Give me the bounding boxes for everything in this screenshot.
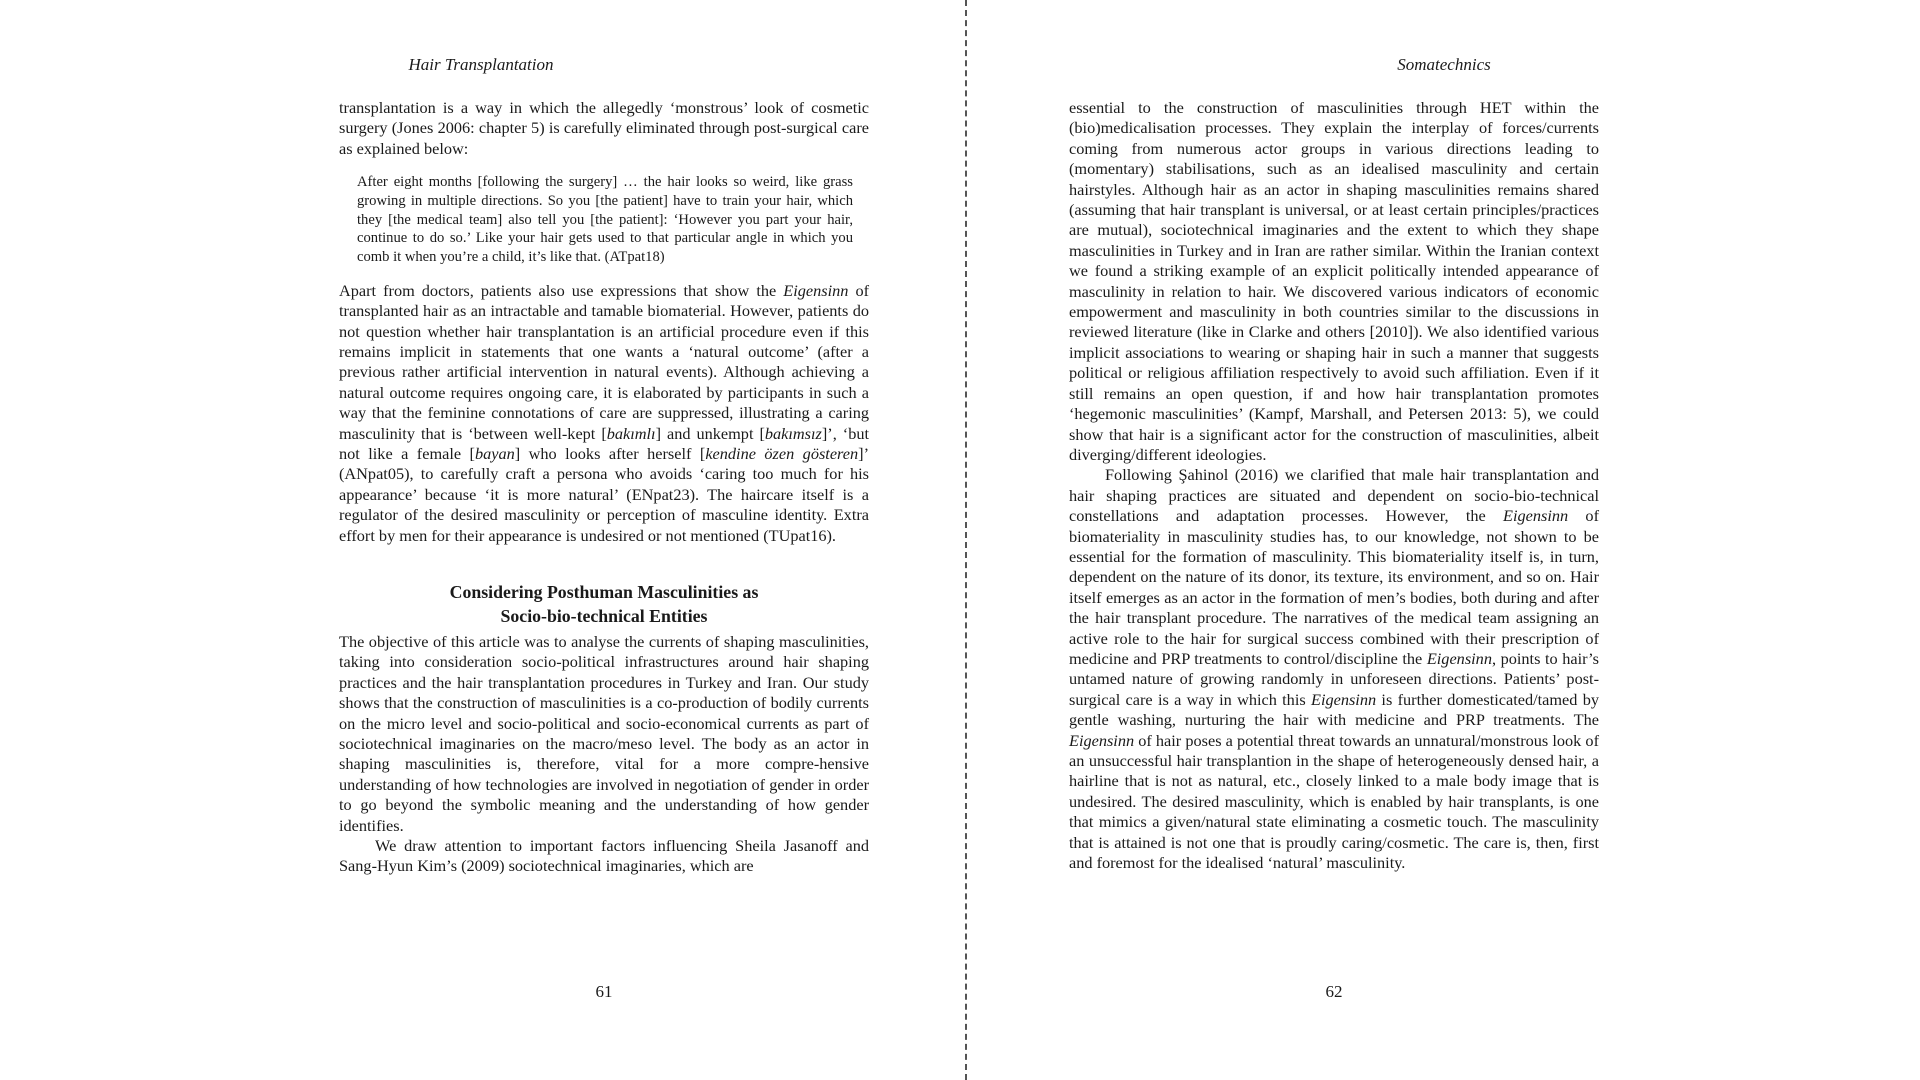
page-divider <box>965 0 967 1080</box>
paragraph: We draw attention to important factors influencing Sheila Jasanoff and Sang-Hyun Kim’s (2009) sociotechnical imaginaries, which are <box>339 836 869 876</box>
text-column-left <box>339 98 869 877</box>
right-page <box>968 0 1920 1080</box>
paragraph: The objective of this article was to analyse the currents of shaping masculinities, taking into consideration socio-political infrastructures around hair shaping practices and the hair transplantation procedures in Turkey and Iran. Our study shows that the construction of masculinities is a co-production of bodily currents on the micro level and socio-political and socio-economical currents as part of sociotechnical imaginaries on the macro/meso level. The body as an actor in shaping masculinities is, therefore, vital for a more compre-hensive understanding of how technologies are involved in negotiation of gender in order to go beyond the symbolic meaning and the understanding of how gender identifies. <box>339 632 869 835</box>
paragraph: Apart from doctors, patients also use expressions that show the Eigensinn of transplanted hair as an intractable and tamable biomaterial. However, patients do not question whether hair transplantation is an artificial procedure even if this remains implicit in statements that one wants a ‘natural outcome’ (after a previous rather artificial intervention in natural events). Although achieving a natural outcome requires ongoing care, it is elaborated by participants in such a way that the feminine connotations of care are suppressed, illustrating a caring masculinity that is ‘between well-kept [bakımlı] and unkempt [bakımsız]’, ‘but not like a female [bayan] who looks after herself [kendine özen gösteren]’ (ANpat05), to carefully craft a persona who avoids ‘caring too much for his appearance’ because ‘it is more natural’ (ENpat23). The haircare itself is a regulator of the desired masculinity or perception of masculine identity. Extra effort by men for their appearance is undesired or not mentioned (TUpat16). <box>339 280 870 545</box>
running-header-left: Hair Transplantation <box>408 55 554 74</box>
paragraph: transplantation is a way in which the allegedly ‘monstrous’ look of cosmetic surgery (Jones 2006: chapter 5) is carefully eliminated through post-surgical care as explained below: <box>339 98 869 158</box>
page-number-left: 61 <box>595 982 613 1001</box>
running-header-right: Somatechnics <box>1397 55 1491 74</box>
paragraph: Following Şahinol (2016) we clarified that male hair transplantation and hair shaping practices are situated and dependent on socio-bio-technical constellations and adaptation processes. However, the Eigensinn of biomateriality in masculinity studies has, to our knowledge, not shown to be essential for the formation of masculinity. This biomateriality itself is, in turn, dependent on the nature of its donor, its texture, its environment, and so on. Hair itself emerges as an actor in the formation of men’s bodies, both during and after the hair transplant procedure. The narratives of the medical team assigning an active role to the hair for surgical success combined with their prescription of medicine and PRP treatments to control/discipline the Eigensinn, points to hair’s untamed nature of growing randomly in unforeseen directions. Patients’ post-surgical care is a way in which this Eigensinn is further domesticated/tamed by gentle washing, nurturing the hair with medicine and PRP treatments. The Eigensinn of hair poses a potential threat towards an unnatural/monstrous look of an unsuccessful hair transplantion in the shape of heterogeneously densed hair, a hairline that is not as natural, etc., closely linked to a male body image that is undesired. The desired masculinity, which is enabled by hair transplants, is one that mimics a given/natural state eliminating a cosmetic touch. The masculinity that is attained is not one that is proudly caring/cosmetic. The care is, then, first and foremost for the idealised ‘natural’ masculinity. <box>1069 465 1599 873</box>
paragraph: essential to the construction of masculinities through HET within the (bio)medicalisation processes. They explain the interplay of forces/currents coming from numerous actor groups in various directions leading to (momentary) stabilisations, such as an idealised masculinity and certain hairstyles. Although hair as an actor in shaping masculinities remains shared (assuming that hair transplant is universal, or at least certain principles/practices are mutual), sociotechnical imaginaries and the extent to which they shape masculinities in Turkey and in Iran are rather similar. Within the Iranian context we found a striking example of an explicit politically intended appearance of masculinity in relation to hair. We discovered various indicators of economic empowerment and masculinity in both countries similar to the discussions in reviewed literature (like in Clarke and others [2010]). We also identified various implicit associations to wearing or shaping hair in such a manner that suggests political or religious affiliation respectively to avoid such affiliation. Even if it still remains an open question, if and how hair transplantation promotes ‘hegemonic masculinities’ (Kampf, Marshall, and Petersen 2013: 5), we could show that hair is a significant actor for the construction of masculinities, albeit diverging/different ideologies. <box>1069 98 1599 464</box>
text-column-right <box>1069 98 1599 873</box>
section-heading: Considering Posthuman Masculinities as Socio-bio-technical Entities <box>449 582 759 627</box>
page-number-right: 62 <box>1325 982 1343 1001</box>
block-quote: After eight months [following the surgery] … the hair looks so weird, like grass growing in multiple directions. So you [the patient] have to train your hair, which they [the medical team] also tell you [the patient]: ‘However you part your hair, continue to do so.’ Like your hair gets used to that particular angle in which you comb it when you’re a child, it’s like that. (ATpat18) <box>357 174 853 266</box>
